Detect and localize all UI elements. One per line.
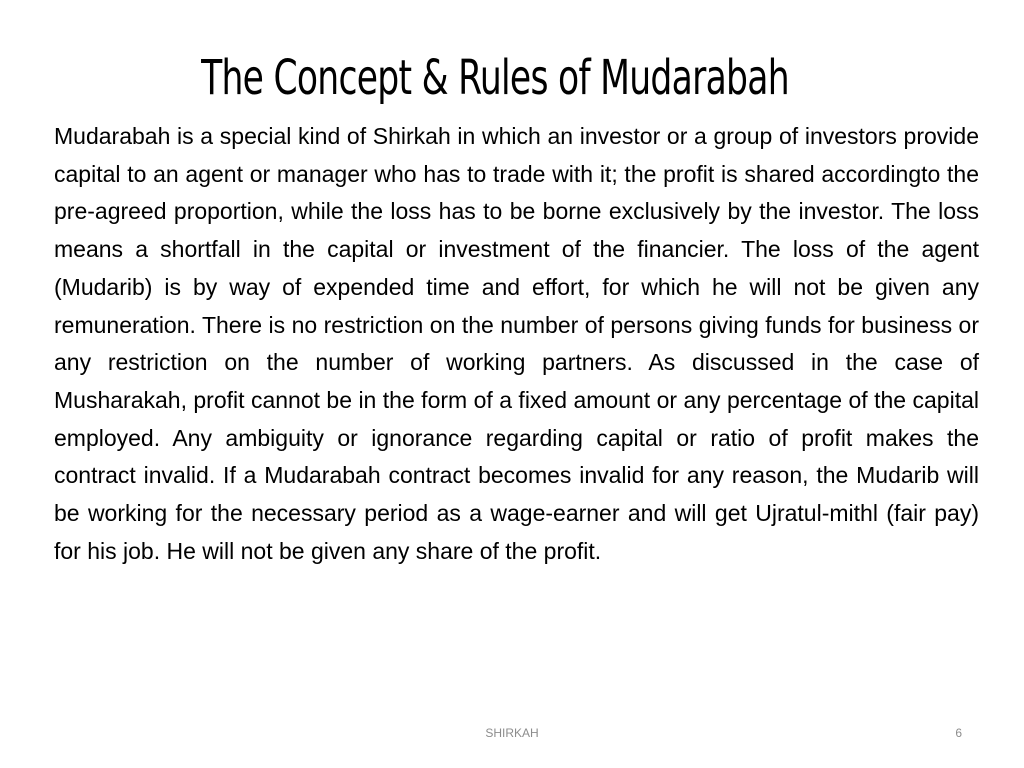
footer-label: SHIRKAH [485, 726, 539, 740]
page-number: 6 [955, 726, 962, 740]
slide-title: The Concept & Rules of Mudarabah [201, 50, 789, 106]
slide-body-text: Mudarabah is a special kind of Shirkah in which an investor or a group of investors provide capital to an agent or manager who has to trade with it; the profit is shared accordingto the pre-agreed proportion, while the loss has to be borne exclusively by the investor. The loss means a shortfall in the capital or investment of the financier. The loss of the agent (Mudarib) is by way of expended time and effort, for which he will not be given any remuneration. There is no restriction on the number of persons giving funds for business or any restriction on the number of working partners. As discussed in the case of Musharakah, profit cannot be in the form of a fixed amount or any percentage of the capital employed. Any ambiguity or ignorance regarding capital or ratio of profit makes the contract invalid. If a Mudarabah contract becomes invalid for any reason, the Mudarib will be working for the necessary period as a wage-earner and will get Ujratul-mithl (fair pay) for his job. He will not be given any share of the profit. [54, 123, 979, 564]
